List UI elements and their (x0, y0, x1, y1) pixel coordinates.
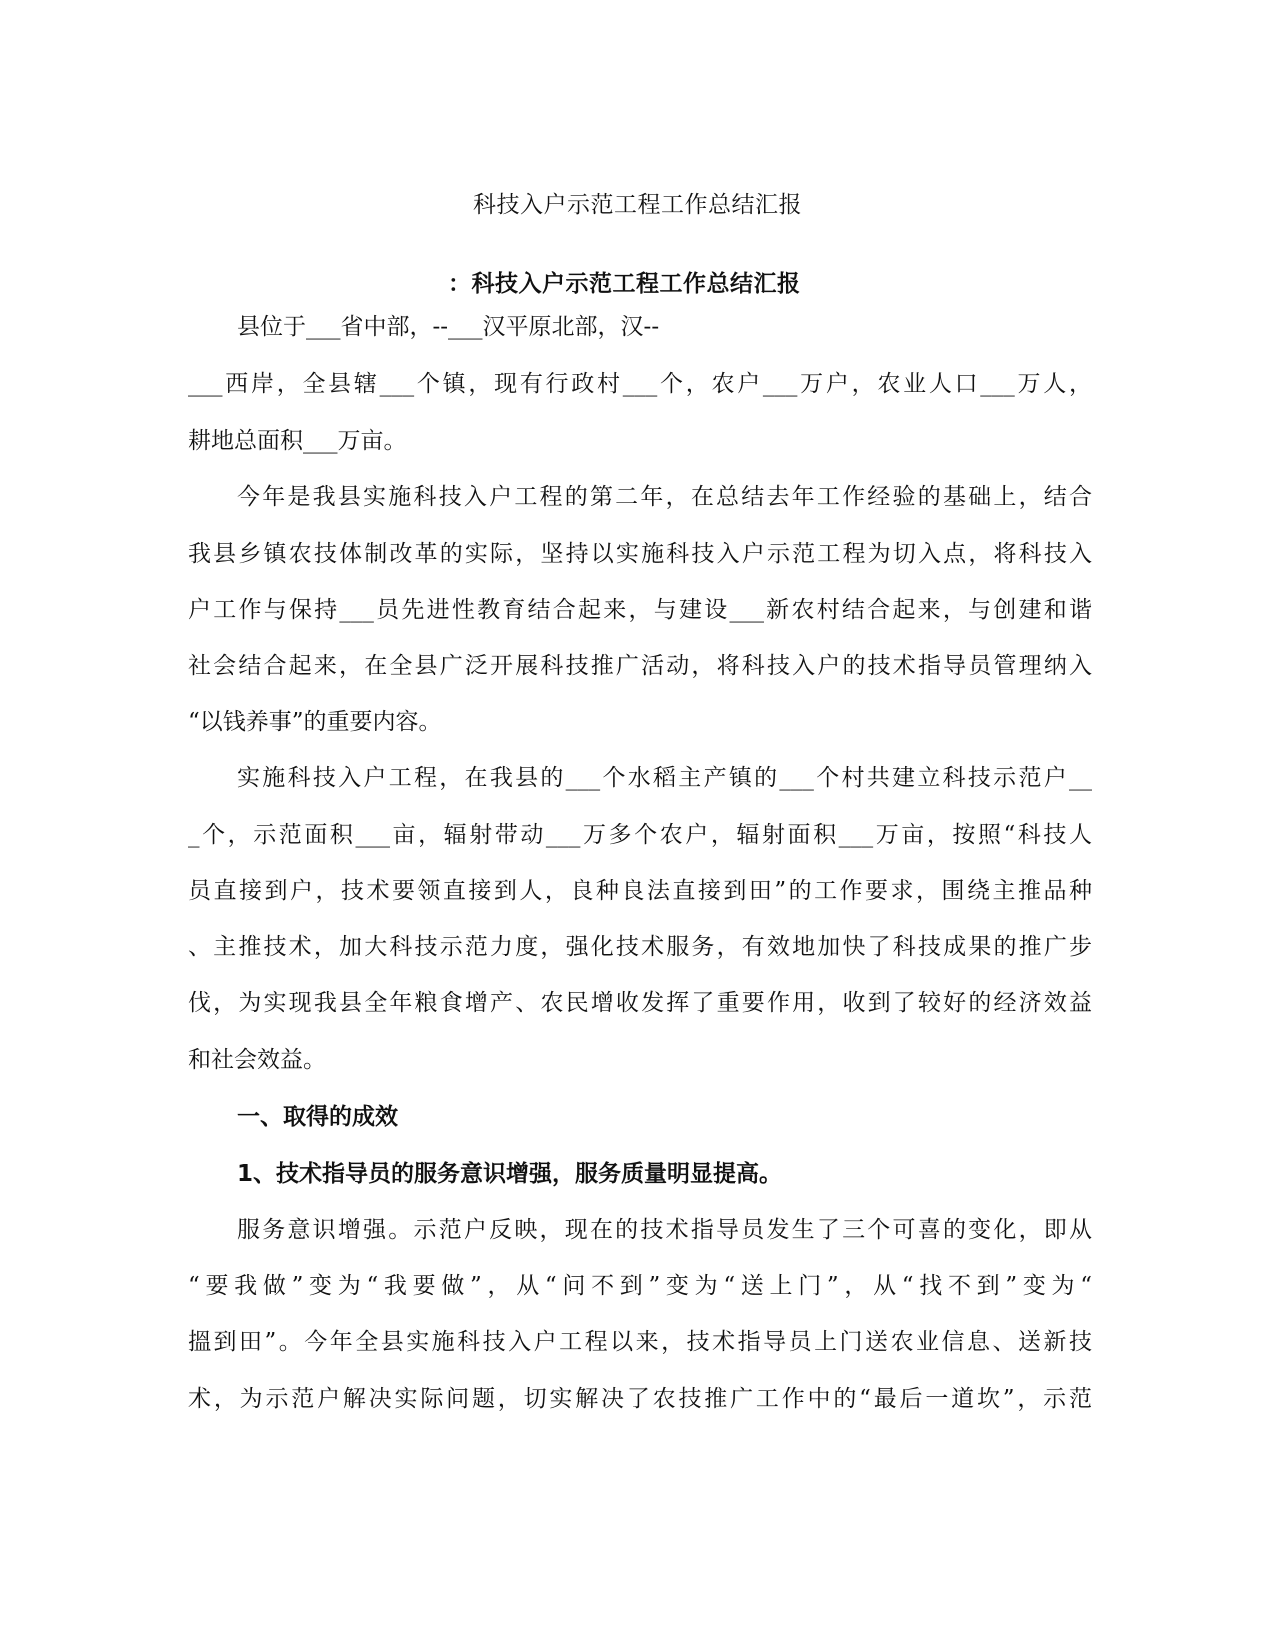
paragraph-line: _个，示范面积___亩，辐射带动___万多个农户，辐射面积___万亩，按照“科技人 (188, 822, 1092, 848)
paragraph-line: 户工作与保持___员先进性教育结合起来，与建设___新农村结合起来，与创建和谐 (188, 597, 1092, 623)
document-title: 科技入户示范工程工作总结汇报 (473, 192, 802, 218)
paragraph-line: 实施科技入户工程，在我县的___个水稻主产镇的___个村共建立科技示范户__ (237, 765, 1092, 791)
paragraph-line: 耕地总面积___万亩。 (188, 428, 407, 454)
section-heading: 一、取得的成效 (237, 1104, 398, 1130)
paragraph-line: 伐，为实现我县全年粮食增产、农民增收发挥了重要作用，收到了较好的经济效益 (188, 990, 1092, 1016)
paragraph-line: 员直接到户，技术要领直接到人，良种良法直接到田”的工作要求，围绕主推品种 (188, 878, 1092, 904)
paragraph-line: “以钱养事”的重要内容。 (188, 709, 442, 735)
paragraph-line: 我县乡镇农技体制改革的实际，坚持以实施科技入户示范工程为切入点，将科技入 (188, 541, 1092, 567)
paragraph-line: 搵到田”。今年全县实施科技入户工程以来，技术指导员上门送农业信息、送新技 (188, 1329, 1092, 1355)
paragraph-line: 县位于___省中部，--___汉平原北部，汉-- (237, 314, 660, 340)
subsection-heading: 1、技术指导员的服务意识增强，服务质量明显提高。 (237, 1161, 783, 1187)
paragraph-line: ___西岸，全县辖___个镇，现有行政村___个，农户___万户，农业人口___万人， (188, 371, 1092, 397)
paragraph-line: 和社会效益。 (188, 1047, 326, 1073)
paragraph-line: 、主推技术，加大科技示范力度，强化技术服务，有效地加快了科技成果的推广步 (188, 934, 1092, 960)
paragraph-line: 术，为示范户解决实际问题，切实解决了农技推广工作中的“最后一道坎”，示范 (188, 1386, 1092, 1412)
paragraph-line: 服务意识增强。示范户反映，现在的技术指导员发生了三个可喜的变化，即从 (237, 1217, 1092, 1243)
paragraph-line: 今年是我县实施科技入户工程的第二年，在总结去年工作经验的基础上，结合 (237, 484, 1092, 510)
paragraph-line: “要我做”变为“我要做”，从“问不到”变为“送上门”，从“找不到”变为“ (188, 1273, 1092, 1299)
paragraph-line: 社会结合起来，在全县广泛开展科技推广活动，将科技入户的技术指导员管理纳入 (188, 653, 1092, 679)
document-subtitle: ：科技入户示范工程工作总结汇报 (448, 271, 801, 297)
